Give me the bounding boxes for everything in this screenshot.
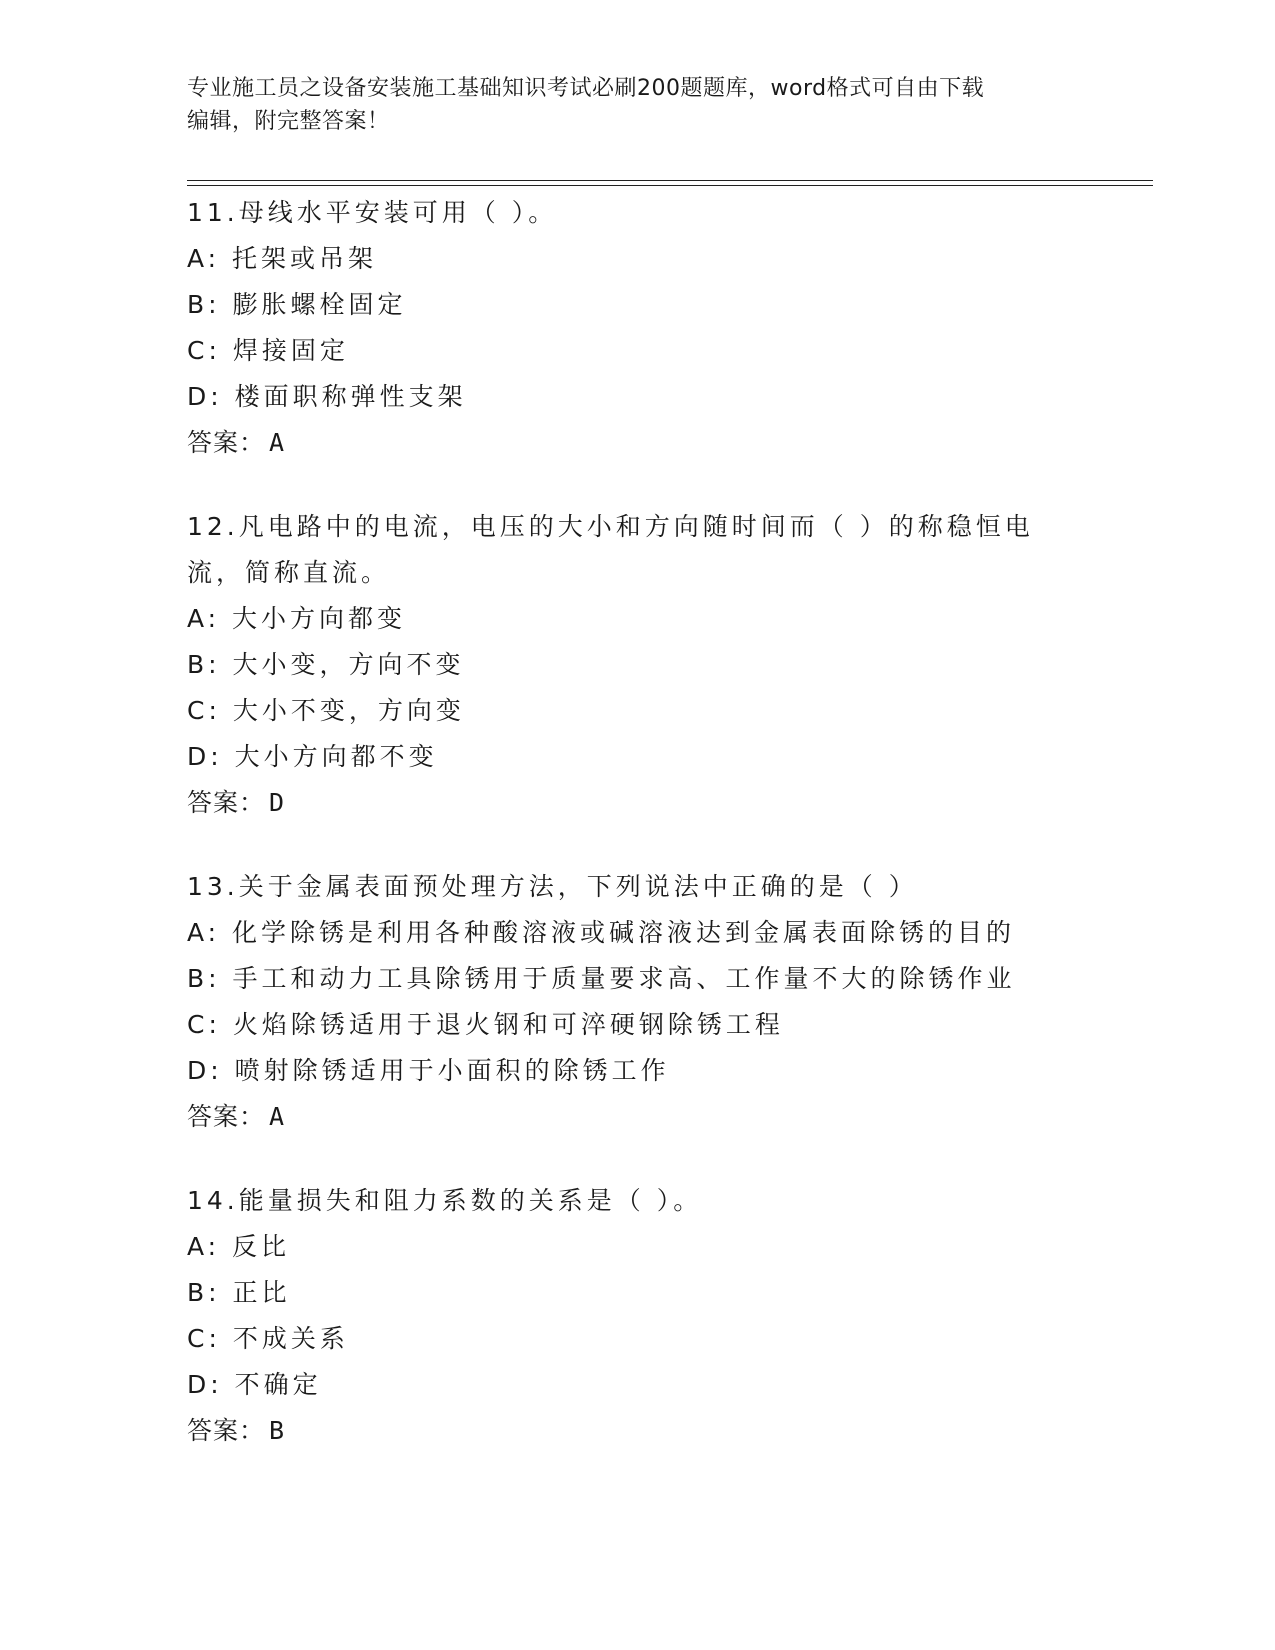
question-12 <box>187 504 1147 826</box>
header-divider-top <box>187 180 1153 181</box>
option-a: A: 化学除锈是利用各种酸溶液或碱溶液达到金属表面除锈的目的 <box>187 918 1016 947</box>
answer-value: B <box>269 1416 286 1445</box>
question-13 <box>187 864 1147 1140</box>
document-header <box>187 72 1087 138</box>
question-14 <box>187 1178 1147 1454</box>
answer-label: 答案： <box>187 788 266 817</box>
option-b: B: 正比 <box>187 1278 291 1307</box>
option-a: A: 托架或吊架 <box>187 244 378 273</box>
answer-value: A <box>269 1102 286 1131</box>
header-line-1: 专业施工员之设备安装施工基础知识考试必刷200题题库，word格式可自由下载 <box>187 76 985 101</box>
question-stem: 12.凡电路中的电流，电压的大小和方向随时间而（ ）的称稳恒电流，简称直流。 <box>187 512 1034 587</box>
option-c: C: 火焰除锈适用于退火钢和可淬硬钢除锈工程 <box>187 1010 784 1039</box>
question-11 <box>187 190 1147 466</box>
question-stem: 11.母线水平安装可用（ ）。 <box>187 198 558 227</box>
question-list <box>187 190 1147 1492</box>
header-line-2: 编辑，附完整答案！ <box>187 109 390 134</box>
option-b: B: 大小变，方向不变 <box>187 650 465 679</box>
header-divider-bottom <box>187 185 1153 186</box>
option-b: B: 手工和动力工具除锈用于质量要求高、工作量不大的除锈作业 <box>187 964 1016 993</box>
option-c: C: 焊接固定 <box>187 336 349 365</box>
option-a: A: 反比 <box>187 1232 291 1261</box>
question-stem: 14.能量损失和阻力系数的关系是（ ）。 <box>187 1186 703 1215</box>
option-b: B: 膨胀螺栓固定 <box>187 290 407 319</box>
option-d: D: 大小方向都不变 <box>187 742 438 771</box>
option-d: D: 不确定 <box>187 1370 322 1399</box>
answer <box>187 1094 1147 1140</box>
option-a: A: 大小方向都变 <box>187 604 407 633</box>
answer-value: A <box>269 428 286 457</box>
option-c: C: 不成关系 <box>187 1324 349 1353</box>
answer-value: D <box>269 788 286 817</box>
answer <box>187 780 1147 826</box>
answer <box>187 420 1147 466</box>
option-d: D: 喷射除锈适用于小面积的除锈工作 <box>187 1056 670 1085</box>
answer-label: 答案： <box>187 428 266 457</box>
question-stem: 13.关于金属表面预处理方法，下列说法中正确的是（ ） <box>187 872 918 901</box>
answer <box>187 1408 1147 1454</box>
answer-label: 答案： <box>187 1416 266 1445</box>
option-d: D: 楼面职称弹性支架 <box>187 382 467 411</box>
option-c: C: 大小不变，方向变 <box>187 696 465 725</box>
answer-label: 答案： <box>187 1102 266 1131</box>
